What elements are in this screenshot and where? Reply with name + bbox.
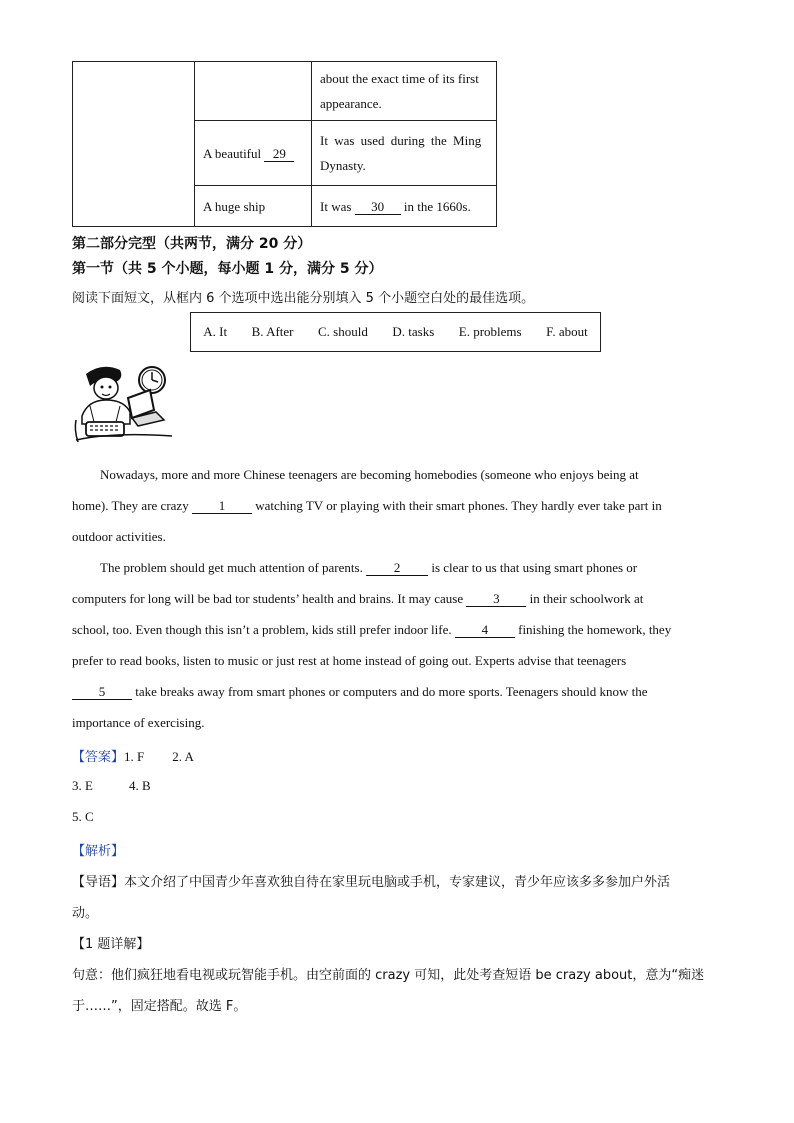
passage-text: finishing the homework, they — [514, 622, 672, 637]
answer-line — [72, 778, 151, 794]
analysis-label: 【解析】 — [72, 844, 125, 859]
table-cell — [312, 62, 497, 121]
passage-text: watching TV or playing with their smart phones. They hardly ever take part in — [251, 498, 662, 513]
answer-2: 2. A — [172, 749, 194, 764]
passage-text: is clear to us that using smart phones or — [428, 560, 638, 575]
option-d: D. tasks — [392, 324, 435, 339]
guide-line — [72, 871, 670, 890]
table-cell — [312, 121, 497, 186]
passage-text: take breaks away from smart phones or computers and do more sports. Teenagers should know the — [132, 684, 648, 699]
option-f: F. about — [546, 324, 588, 339]
passage-line — [72, 490, 722, 521]
passage-line — [72, 583, 722, 614]
guide-label: 【导语】 — [72, 875, 125, 890]
passage-text: home). They are crazy — [72, 498, 192, 513]
table-cell — [73, 62, 195, 227]
passage-text: The problem should get much attention of parents. — [100, 560, 367, 575]
passage-line — [72, 676, 722, 707]
passage-line: importance of exercising. — [72, 715, 205, 730]
answer-3: 3. E — [72, 778, 93, 793]
subsection-heading: 第一节（共 5 个小题，每小题 1 分，满分 5 分） — [72, 261, 383, 277]
detail-label: 【1 题详解】 — [72, 937, 150, 952]
instruction-text: 阅读下面短文，从框内 6 个选项中选出能分别填入 5 个小题空白处的最佳选项。 — [72, 291, 535, 306]
option-b: B. After — [251, 324, 294, 339]
cell-text: Dynasty. — [320, 158, 366, 173]
blank-5: 5 — [72, 684, 132, 700]
answer-1: 1. F — [124, 749, 145, 764]
answer-4: 4. B — [128, 778, 151, 793]
passage — [72, 459, 722, 738]
table-cell — [195, 121, 312, 186]
table-cell — [312, 186, 497, 227]
cell-text: It was — [320, 198, 352, 214]
answer-table — [72, 61, 497, 227]
cell-text: about the exact time of its first — [320, 71, 479, 86]
passage-line: Nowadays, more and more Chinese teenagers are becoming homebodies (someone who enjoys being at — [100, 467, 639, 482]
answer-5: 5. C — [72, 809, 94, 824]
guide-text: 动。 — [72, 906, 99, 921]
passage-line: outdoor activities. — [72, 529, 166, 544]
detail-text: 句意：他们疯狂地看电视或玩智能手机。由空前面的 crazy 可知，此处考查短语 be crazy about，意为“痴迷 — [72, 968, 705, 983]
cell-text: in the 1660s. — [403, 198, 471, 214]
passage-text: computers for long will be bad tor students’ health and brains. It may cause — [72, 591, 467, 606]
blank-30: 30 — [355, 199, 401, 215]
table-row — [73, 62, 497, 121]
table-cell: A huge ship — [195, 186, 312, 227]
passage-line: prefer to read books, listen to music or just rest at home instead of going out. Experts advise that teenagers — [72, 653, 627, 668]
guide-text: 本文介绍了中国青少年喜欢独自待在家里玩电脑或手机，专家建议，青少年应该多多参加户外活 — [124, 875, 671, 890]
teen-with-phone-illustration — [72, 360, 176, 448]
cell-text: A beautiful — [203, 145, 262, 161]
cell-text: appearance. — [320, 96, 382, 111]
blank-1: 1 — [192, 498, 252, 514]
blank-29: 29 — [264, 146, 294, 162]
answer-line — [72, 746, 194, 765]
detail-text: 于……”，固定搭配。故选 F。 — [72, 999, 247, 1014]
options-box — [190, 312, 601, 352]
option-e: E. problems — [458, 324, 522, 339]
option-c: C. should — [318, 324, 368, 339]
answer-label: 【答案】 — [72, 750, 125, 765]
passage-line — [72, 552, 722, 583]
passage-line — [72, 614, 722, 645]
option-a: A. It — [203, 324, 228, 339]
blank-4: 4 — [455, 622, 515, 638]
passage-text: school, too. Even though this isn’t a problem, kids still prefer indoor life. — [72, 622, 455, 637]
cell-text: It was used during the Ming — [320, 133, 482, 148]
blank-3: 3 — [466, 591, 526, 607]
section-heading: 第二部分完型（共两节，满分 20 分） — [72, 236, 312, 252]
passage-text: in their schoolwork at — [526, 591, 644, 606]
blank-2: 2 — [366, 560, 428, 576]
table-cell — [195, 62, 312, 121]
